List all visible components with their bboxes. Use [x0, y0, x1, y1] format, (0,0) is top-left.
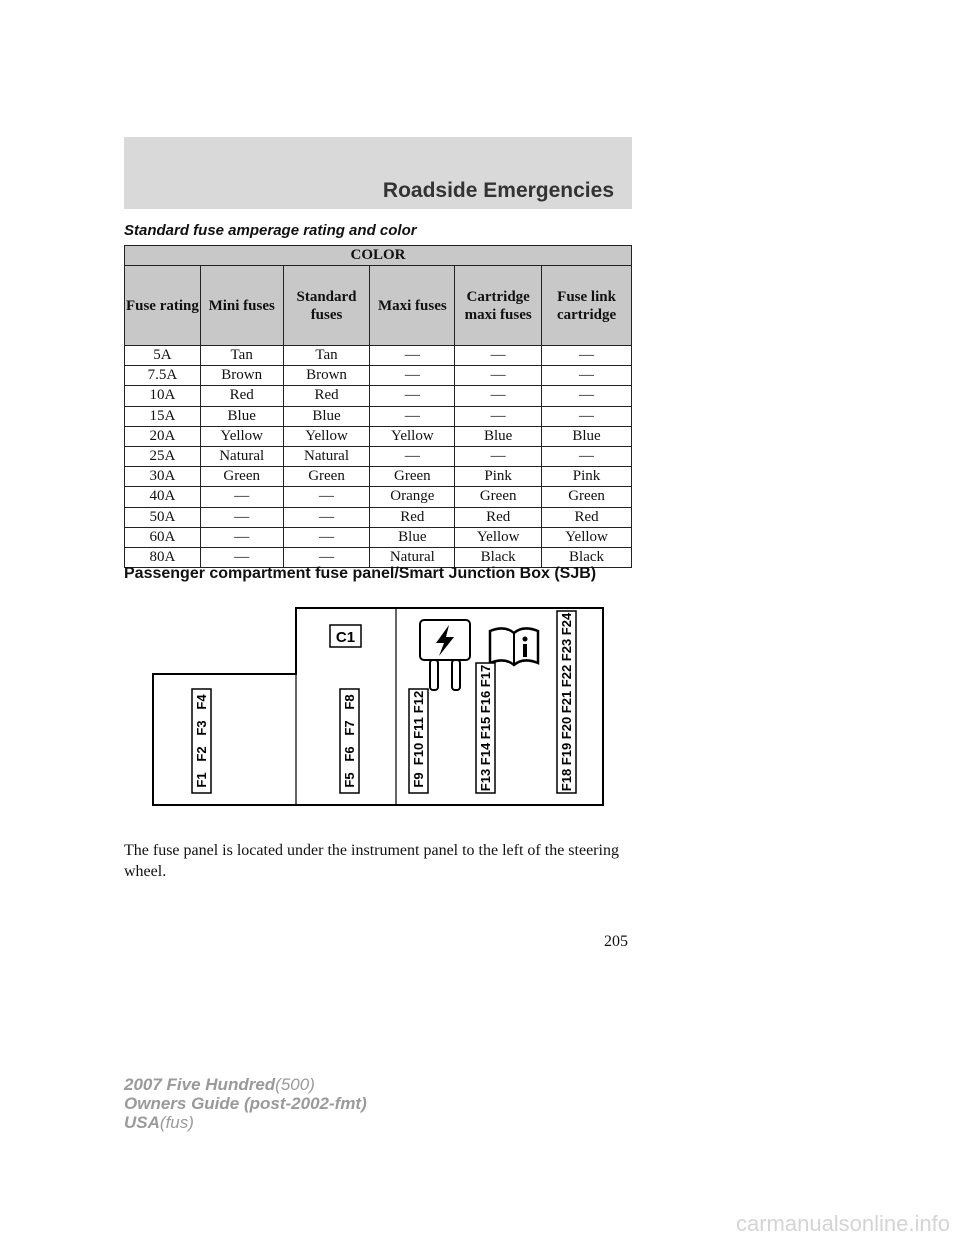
table-row: [125, 426, 632, 446]
table-cell: Green: [542, 487, 632, 507]
table-cell: Natural: [370, 547, 455, 567]
table-cell: Blue: [455, 426, 542, 446]
column-header: Cartridge maxi fuses: [455, 266, 542, 346]
table-cell: —: [542, 366, 632, 386]
table-cell: Brown: [283, 366, 370, 386]
table-cell: —: [455, 366, 542, 386]
table-cell: Blue: [542, 426, 632, 446]
table-row: [125, 446, 632, 466]
section-title: Roadside Emergencies: [382, 179, 614, 202]
fuse-strip: [476, 663, 495, 793]
table-row: [125, 366, 632, 386]
table-cell: Yellow: [370, 426, 455, 446]
fuse-label-f18: F18: [559, 768, 574, 792]
table-cell: Yellow: [200, 426, 283, 446]
table-row: [125, 487, 632, 507]
fuse-label-f21: F21: [559, 690, 574, 714]
table-cell: Red: [370, 507, 455, 527]
table-cell: 80A: [125, 547, 201, 567]
fuse-label-f2: F2: [194, 746, 209, 762]
fuse-color-table: [124, 245, 632, 568]
table-cell: Red: [283, 386, 370, 406]
fuse-label-f6: F6: [342, 746, 357, 762]
table-cell: —: [283, 527, 370, 547]
fuse-label-f19: F19: [559, 742, 574, 766]
table-cell: Red: [542, 507, 632, 527]
table-cell: —: [370, 446, 455, 466]
table-cell: —: [283, 547, 370, 567]
fuse-label-f15: F15: [478, 716, 493, 740]
table-cell: Green: [455, 487, 542, 507]
table-cell: 5A: [125, 346, 201, 366]
table-cell: Black: [455, 547, 542, 567]
footer-guide: Owners Guide (post-2002-fmt): [124, 1094, 367, 1113]
table-cell: —: [455, 346, 542, 366]
footer-market-code: (fus): [159, 1113, 194, 1132]
fuse-label-f14: F14: [478, 742, 493, 766]
table-row: [125, 406, 632, 426]
fuse-label-f20: F20: [559, 716, 574, 740]
fuse-label-f23: F23: [559, 638, 574, 662]
table-row: [125, 346, 632, 366]
fuse-label-f11: F11: [411, 717, 426, 739]
table-cell: —: [200, 527, 283, 547]
table-cell: 60A: [125, 527, 201, 547]
fuse-strip: [192, 689, 211, 793]
footer-model-code: (500): [275, 1075, 315, 1094]
table-cell: Red: [455, 507, 542, 527]
table-group-header: COLOR: [125, 246, 632, 266]
footer-model: 2007 Five Hundred: [124, 1075, 276, 1094]
table-cell: Natural: [200, 446, 283, 466]
fuse-label-f7: F7: [342, 720, 357, 736]
table-cell: 20A: [125, 426, 201, 446]
table-row: [125, 467, 632, 487]
fuse-label-f17: F17: [478, 664, 493, 688]
table-cell: —: [455, 406, 542, 426]
table-cell: Green: [370, 467, 455, 487]
table-cell: 15A: [125, 406, 201, 426]
table-cell: Blue: [200, 406, 283, 426]
table-cell: —: [370, 346, 455, 366]
table-row: [125, 386, 632, 406]
fuse-label-f16: F16: [478, 690, 493, 714]
table-cell: 40A: [125, 487, 201, 507]
manual-book-icon: [490, 628, 538, 665]
table-cell: 25A: [125, 446, 201, 466]
table-cell: —: [542, 386, 632, 406]
column-header: Maxi fuses: [370, 266, 455, 346]
column-header: Fuse link cartridge: [542, 266, 632, 346]
connector-label: C1: [335, 629, 356, 646]
fuse-label-f24: F24: [559, 612, 574, 636]
column-header: Mini fuses: [200, 266, 283, 346]
table-cell: Red: [200, 386, 283, 406]
table-row: [125, 527, 632, 547]
table-cell: Black: [542, 547, 632, 567]
table-cell: —: [200, 487, 283, 507]
table-cell: Green: [200, 467, 283, 487]
table-cell: —: [542, 406, 632, 426]
watermark: carmanualsonline.info: [735, 1211, 950, 1236]
fuse-label-f1: F1: [194, 772, 209, 788]
table-cell: Pink: [455, 467, 542, 487]
column-header: Standard fuses: [283, 266, 370, 346]
fuse-strip: [409, 689, 428, 793]
table-cell: —: [455, 446, 542, 466]
fuse-label-f4: F4: [194, 694, 209, 710]
fuse-panel-caption: The fuse panel is located under the instrument panel to the left of the steering wheel.: [124, 842, 619, 880]
table-cell: —: [542, 446, 632, 466]
table-cell: Yellow: [283, 426, 370, 446]
table-cell: 30A: [125, 467, 201, 487]
column-header: Fuse rating: [125, 266, 201, 346]
table-cell: 10A: [125, 386, 201, 406]
footer-market: USA: [124, 1113, 160, 1132]
table-cell: —: [370, 406, 455, 426]
table-cell: Natural: [283, 446, 370, 466]
fuse-label-f12: F12: [411, 690, 426, 714]
table-cell: Tan: [283, 346, 370, 366]
table-cell: Tan: [200, 346, 283, 366]
fuse-label-f9: F9: [411, 772, 426, 788]
table-cell: Orange: [370, 487, 455, 507]
table-cell: —: [200, 507, 283, 527]
table-cell: —: [542, 346, 632, 366]
page-number: 205: [604, 933, 628, 950]
fuse-label-f10: F10: [411, 742, 426, 766]
table-cell: Yellow: [455, 527, 542, 547]
fuse-strip: [557, 611, 576, 793]
table-cell: —: [370, 366, 455, 386]
fuse-panel-diagram: [150, 605, 606, 811]
table-cell: —: [283, 507, 370, 527]
table-cell: 50A: [125, 507, 201, 527]
table-row: [125, 507, 632, 527]
fuse-strip: [340, 689, 359, 793]
table-cell: —: [283, 487, 370, 507]
fuse-label-f22: F22: [559, 664, 574, 688]
fuse-label-f13: F13: [478, 768, 493, 792]
table-cell: Yellow: [542, 527, 632, 547]
table-title: Standard fuse amperage rating and color: [124, 222, 417, 239]
fuse-label-f3: F3: [194, 720, 209, 736]
table-cell: Pink: [542, 467, 632, 487]
table-cell: —: [200, 547, 283, 567]
table-cell: —: [455, 386, 542, 406]
table-cell: —: [370, 386, 455, 406]
document-footer: [124, 1075, 367, 1132]
table-cell: Blue: [283, 406, 370, 426]
diagram-title: Passenger compartment fuse panel/Smart Junction Box (SJB): [124, 565, 597, 582]
table-cell: Green: [283, 467, 370, 487]
fuse-label-f5: F5: [342, 772, 357, 788]
table-cell: Brown: [200, 366, 283, 386]
table-cell: Blue: [370, 527, 455, 547]
table-cell: 7.5A: [125, 366, 201, 386]
section-header-band: [124, 137, 632, 209]
table-body: [125, 346, 632, 568]
fuse-label-f8: F8: [342, 694, 357, 710]
